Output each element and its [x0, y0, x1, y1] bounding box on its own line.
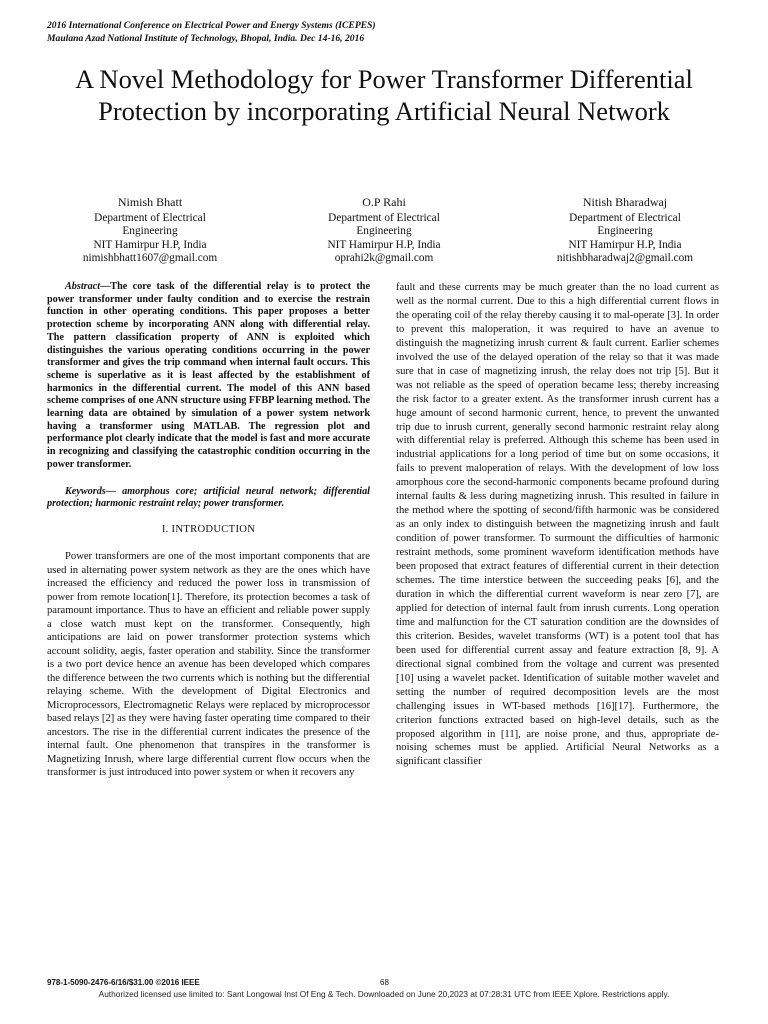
- author-affiliation: NIT Hamirpur H.P, India: [568, 238, 682, 251]
- footer-isbn: 978-1-5090-2476-6/16/$31.00 ©2016 IEEE: [47, 978, 200, 987]
- conference-venue: Maulana Azad National Institute of Technology, Bhopal, India. Dec 14-16, 2016: [47, 32, 365, 44]
- author-department-cont: Engineering: [122, 225, 178, 238]
- author-email: oprahi2k@gmail.com: [334, 252, 434, 265]
- author-name: O.P Rahi: [362, 195, 406, 209]
- author-department: Department of Electrical: [569, 211, 681, 224]
- paper-title: A Novel Methodology for Power Transformer Differential Protection by incorporating Artificial Neural Network: [75, 64, 693, 126]
- author-department: Department of Electrical: [328, 211, 440, 224]
- section-heading: I. INTRODUCTION: [161, 523, 256, 535]
- author-department: Department of Electrical: [94, 211, 206, 224]
- author-department-cont: Engineering: [597, 225, 653, 238]
- abstract: [47, 281, 370, 472]
- author-block: [264, 196, 504, 266]
- intro-paragraph: Power transformers are one of the most important components that are used in alternating power system network as they are the ones which have increased the efficiency and reduced the power loss in transmission of power from remote location[1]. Therefore, its protection becomes a task of paramount importance. Thus to have an efficient and reliable power supply a close watch must kept on the transformer. Consequently, high anticipations are laid on power transformer protection systems which account solidity, aegis, faster operation and stability. Since the transformer is a two port device hence an avenue has been developed which compares the difference between the two currents which is nothing but the differential relaying scheme. With the development of Digital Electronics and Microprocessors, Electromagnetic Relays were replaced by microprocessor based relays [2] as they were having faster operating time compared to their ancestors. The rise in the differential current indicates the presence of the internal fault. One phenomenon that transpires in the transformer is Magnetizing Inrush, where large differential current flow occurs when the transformer is just introduced into power system or when it recovers any: [47, 551, 370, 779]
- author-affiliation: NIT Hamirpur H.P, India: [327, 238, 441, 251]
- conference-header: [47, 20, 376, 45]
- right-column: [396, 281, 719, 769]
- author-affiliation: NIT Hamirpur H.P, India: [93, 238, 207, 251]
- author-name: Nitish Bharadwaj: [582, 195, 668, 209]
- author-department-cont: Engineering: [356, 225, 412, 238]
- author-email: nimishbhatt1607@gmail.com: [82, 252, 218, 265]
- license-notice: Authorized licensed use limited to: Sant Longowal Inst Of Eng & Tech. Downloaded on June 20,2023 at 07:28:31 UTC from IEEE Xplore. Restrictions apply.: [98, 989, 670, 999]
- author-name: Nimish Bhatt: [117, 195, 183, 209]
- abstract-text: —The core task of the differential relay is to protect the power transformer under faulty condition and to exercise the restrain function in other operating conditions. This paper proposes a better protection scheme by incorporating ANN along with differential relay. The pattern classification property of ANN is exploited which distinguishes the various operating conditions occurring in the power transformer and gives the trip command when internal fault occurs. This scheme is superlative as it is least affected by the establishment of harmonics in the differential current. The model of this ANN based scheme comprises of one ANN structure using FFBP learning method. The learning data are obtained by simulation of a power system network having a transformer using MATLAB. The regression plot and performance plot clearly indicate that the model is fast and more accurate in recognizing and classifying the catastrophic condition occurring in the power transformer.: [47, 281, 370, 470]
- author-email: nitishbharadwaj2@gmail.com: [556, 252, 694, 265]
- page-number: 68: [380, 978, 389, 987]
- abstract-label: Abstract: [65, 281, 101, 292]
- intro-paragraph-continued: fault and these currents may be much greater than the no load current as well as the normal current. Due to this a high differential current flows in the operating coil of the relay thereby causing it to mal-operate [3]. In order to prevent this maloperation, it was required to have an avenue to distinguish the magnetizing inrush current & fault current. Earlier schemes involved the use of the delayed operation of the relay so that it was made sure that in case of magnetizing inrush, the relay does not trip [5]. But it was not reliable as the speed of operation became less; thereby increasing the risk factor to a greater extent. As the transformer inrush current has a huge amount of second harmonic current, hence, to prevent the unwanted trip due to inrush current, generally second harmonic restraint relay along with differential relay is preferred. Although this scheme has been used in industrial applications for a long period of time but on some occasions, it fails to prevent maloperation of relays. With the development of low loss amorphous core the second-harmonic components became profound during internal faults & less during magnetizing inrush. This resulted in failure in the method where the spotting of second/fifth harmonic was be considered as an only index to distinguish between the magnetizing inrush and fault condition of power transformer. To surmount the difficulties of harmonic restraint methods, some prominent waveform identification methods have been proposed that extract features of differential current in their detection schemes. The time interstice between the succeeding peaks [6], and the duration in which the differential current waveform is near zero [7], are applied for detection of internal fault from inrush currents. Long operation time and malfunction for the CT saturation condition are the downsides of this criterion. Besides, wavelet transforms (WT) is a potent tool that has been used for differential current assay and feature extraction [8, 9]. A directional signal combined from the voltage and current was presented [10] using a wavelet packet. Identification of suitable mother wavelet and setting the number of required decomposition levels are the most challenging issues in WT-based methods [16][17]. Furthermore, the criterion functions extracted based on high-level details, such as the proposed algorithm in [11], are noise prone, and thus, appropriate de-noising schemes must be applied. Artificial Neural Networks as a significant classifier: [396, 282, 719, 768]
- conference-name: 2016 International Conference on Electrical Power and Energy Systems (ICEPES): [47, 20, 376, 31]
- author-block: [30, 196, 270, 266]
- left-column: [47, 281, 370, 780]
- keywords: Keywords— amorphous core; artificial neural network; differential protection; harmonic restraint relay; power transformer.: [47, 485, 370, 510]
- author-block: [505, 196, 745, 266]
